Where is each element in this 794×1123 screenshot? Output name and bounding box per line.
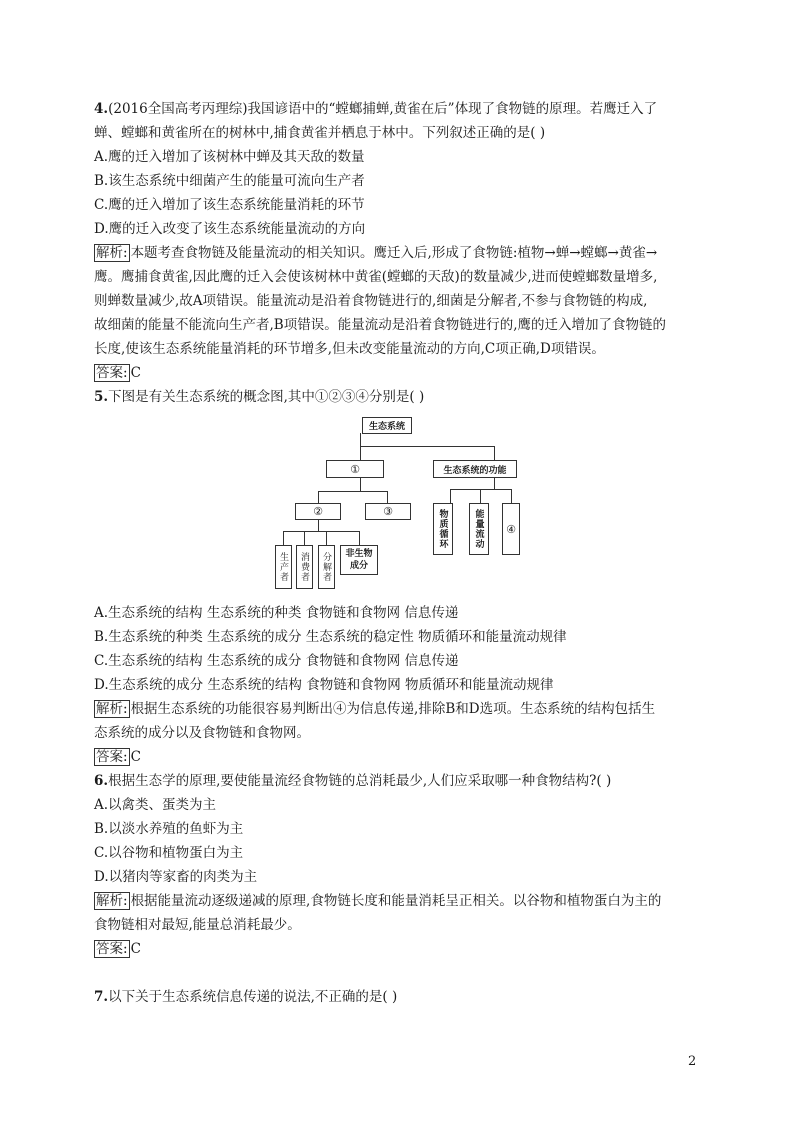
q6-stem: 根据生态学的原理,要使能量流经食物链的总消耗最少,人们应采取哪一种食物结构?( ) xyxy=(108,773,612,789)
q4-option-b: B.该生态系统中细菌产生的能量可流向生产者 xyxy=(94,173,365,189)
q5-number: 5. xyxy=(94,389,109,405)
q6-answer-tag: 答案: xyxy=(96,941,128,957)
connector xyxy=(360,477,361,492)
connector xyxy=(494,477,495,489)
connector xyxy=(304,531,305,545)
q5-option-a: A.生态系统的结构 生态系统的种类 食物链和食物网 信息传递 xyxy=(94,605,459,621)
q4-analysis-line2: 鹰。鹰捕食黄雀,因此鹰的迁入会使该树林中黄雀(螳螂的天敌)的数量减少,进而使螳螂数量增多, xyxy=(94,269,658,285)
connector xyxy=(494,446,495,461)
q5-analysis-tag: 解析: xyxy=(96,701,128,717)
q6-answer: C xyxy=(130,941,141,957)
q5-option-c: C.生态系统的结构 生态系统的成分 食物链和食物网 信息传递 xyxy=(94,653,459,669)
q5-option-b: B.生态系统的种类 生态系统的成分 生态系统的稳定性 物质循环和能量流动规律 xyxy=(94,629,567,645)
q4-analysis-tag: 解析: xyxy=(96,245,128,261)
q5-stem: 下图是有关生态系统的概念图,其中①②③④分别是( ) xyxy=(108,389,425,405)
diagram-root-box: 生态系统 xyxy=(362,417,412,434)
connector xyxy=(511,489,512,503)
connector xyxy=(326,531,327,545)
q4-option-a: A.鹰的迁入增加了该树林中蝉及其天敌的数量 xyxy=(94,149,365,165)
q4-answer-line xyxy=(94,361,141,385)
connector xyxy=(480,489,481,503)
page-number: 2 xyxy=(688,1054,697,1069)
connector xyxy=(360,433,361,461)
q6-option-c: C.以谷物和植物蛋白为主 xyxy=(94,845,244,861)
q4-analysis-text1: 本题考查食物链及能量流动的相关知识。鹰迁入后,形成了食物链:植物→蝉→螳螂→黄雀→ xyxy=(130,245,658,261)
q4-stem-line2: 蝉、螳螂和黄雀所在的树林中,捕食黄雀并栖息于林中。下列叙述正确的是( ) xyxy=(94,125,546,141)
q4-analysis-line5: 长度,使该生态系统能量消耗的环节增多,但未改变能量流动的方向,C项正确,D项错误。 xyxy=(94,341,605,357)
diagram-consumer-box: 消费者 xyxy=(296,545,313,589)
diagram-node-1: ① xyxy=(326,460,384,478)
q5-option-d: D.生态系统的成分 生态系统的结构 食物链和食物网 物质循环和能量流动规律 xyxy=(94,677,554,693)
q4-analysis-line3: 则蝉数量减少,故A项错误。能量流动是沿着食物链进行的,细菌是分解者,不参与食物链的构成, xyxy=(94,293,648,309)
q6-analysis-tag: 解析: xyxy=(96,893,128,909)
q5-answer-line xyxy=(94,745,141,769)
connector xyxy=(450,489,512,490)
q6-option-d: D.以猪肉等家畜的肉类为主 xyxy=(94,869,258,885)
q7-stem-line xyxy=(94,985,397,1009)
q6-analysis-text1: 根据能量流动逐级递减的原理,食物链长度和能量消耗呈正相关。以谷物和植物蛋白为主的 xyxy=(130,893,662,909)
q5-answer: C xyxy=(130,749,141,765)
q5-analysis-line2: 态系统的成分以及食物链和食物网。 xyxy=(94,725,310,741)
q4-stem-line1 xyxy=(94,97,657,121)
diagram-producer-box: 生产者 xyxy=(275,545,292,589)
q6-option-a: A.以禽类、蛋类为主 xyxy=(94,797,217,813)
q4-option-d: D.鹰的迁入改变了该生态系统能量流动的方向 xyxy=(94,221,366,237)
diagram-node-2: ② xyxy=(295,503,341,520)
diagram-decomposer-box: 分解者 xyxy=(318,545,335,589)
q6-option-b: B.以淡水养殖的鱼虾为主 xyxy=(94,821,244,837)
diagram-function-box: 生态系统的功能 xyxy=(433,460,517,478)
connector xyxy=(387,491,388,503)
diagram-abiotic-box: 非生物成分 xyxy=(340,545,378,575)
connector xyxy=(318,491,388,492)
q6-analysis-line1 xyxy=(94,889,661,913)
q4-analysis-line1 xyxy=(94,241,657,265)
q6-analysis-line2: 食物链相对最短,能量总消耗最少。 xyxy=(94,917,301,933)
q4-answer: C xyxy=(130,365,141,381)
q5-analysis-text1: 根据生态系统的功能很容易判断出④为信息传递,排除B和D选项。生态系统的结构包括生 xyxy=(130,701,656,717)
q4-number: 4. xyxy=(94,101,109,117)
diagram-energy-flow-box: 能量流动 xyxy=(469,503,489,555)
connector xyxy=(283,531,360,532)
connector xyxy=(450,489,451,503)
q4-stem-text1: (2016全国高考丙理综)我国谚语中的“螳螂捕蝉,黄雀在后”体现了食物链的原理。若鹰迁入了 xyxy=(108,101,658,117)
connector xyxy=(318,491,319,503)
q6-stem-line xyxy=(94,769,611,793)
connector xyxy=(360,446,495,447)
q5-stem-line xyxy=(94,385,424,409)
q4-answer-tag: 答案: xyxy=(96,365,128,381)
q6-answer-line xyxy=(94,937,141,961)
diagram-node-4: ④ xyxy=(502,503,520,555)
q6-number: 6. xyxy=(94,773,109,789)
diagram-node-3: ③ xyxy=(365,503,411,520)
connector xyxy=(318,519,319,531)
q7-number: 7. xyxy=(94,989,109,1005)
q5-analysis-line1 xyxy=(94,697,655,721)
q4-analysis-line4: 故细菌的能量不能流向生产者,B项错误。能量流动是沿着食物链进行的,鹰的迁入增加了食物链的 xyxy=(94,317,667,333)
q4-option-c: C.鹰的迁入增加了该生态系统能量消耗的环节 xyxy=(94,197,365,213)
diagram-material-cycle-box: 物质循环 xyxy=(433,503,453,555)
q5-answer-tag: 答案: xyxy=(96,749,128,765)
q7-stem: 以下关于生态系统信息传递的说法,不正确的是( ) xyxy=(108,989,398,1005)
connector xyxy=(283,531,284,545)
ecosystem-concept-diagram xyxy=(270,415,530,593)
connector xyxy=(359,531,360,545)
